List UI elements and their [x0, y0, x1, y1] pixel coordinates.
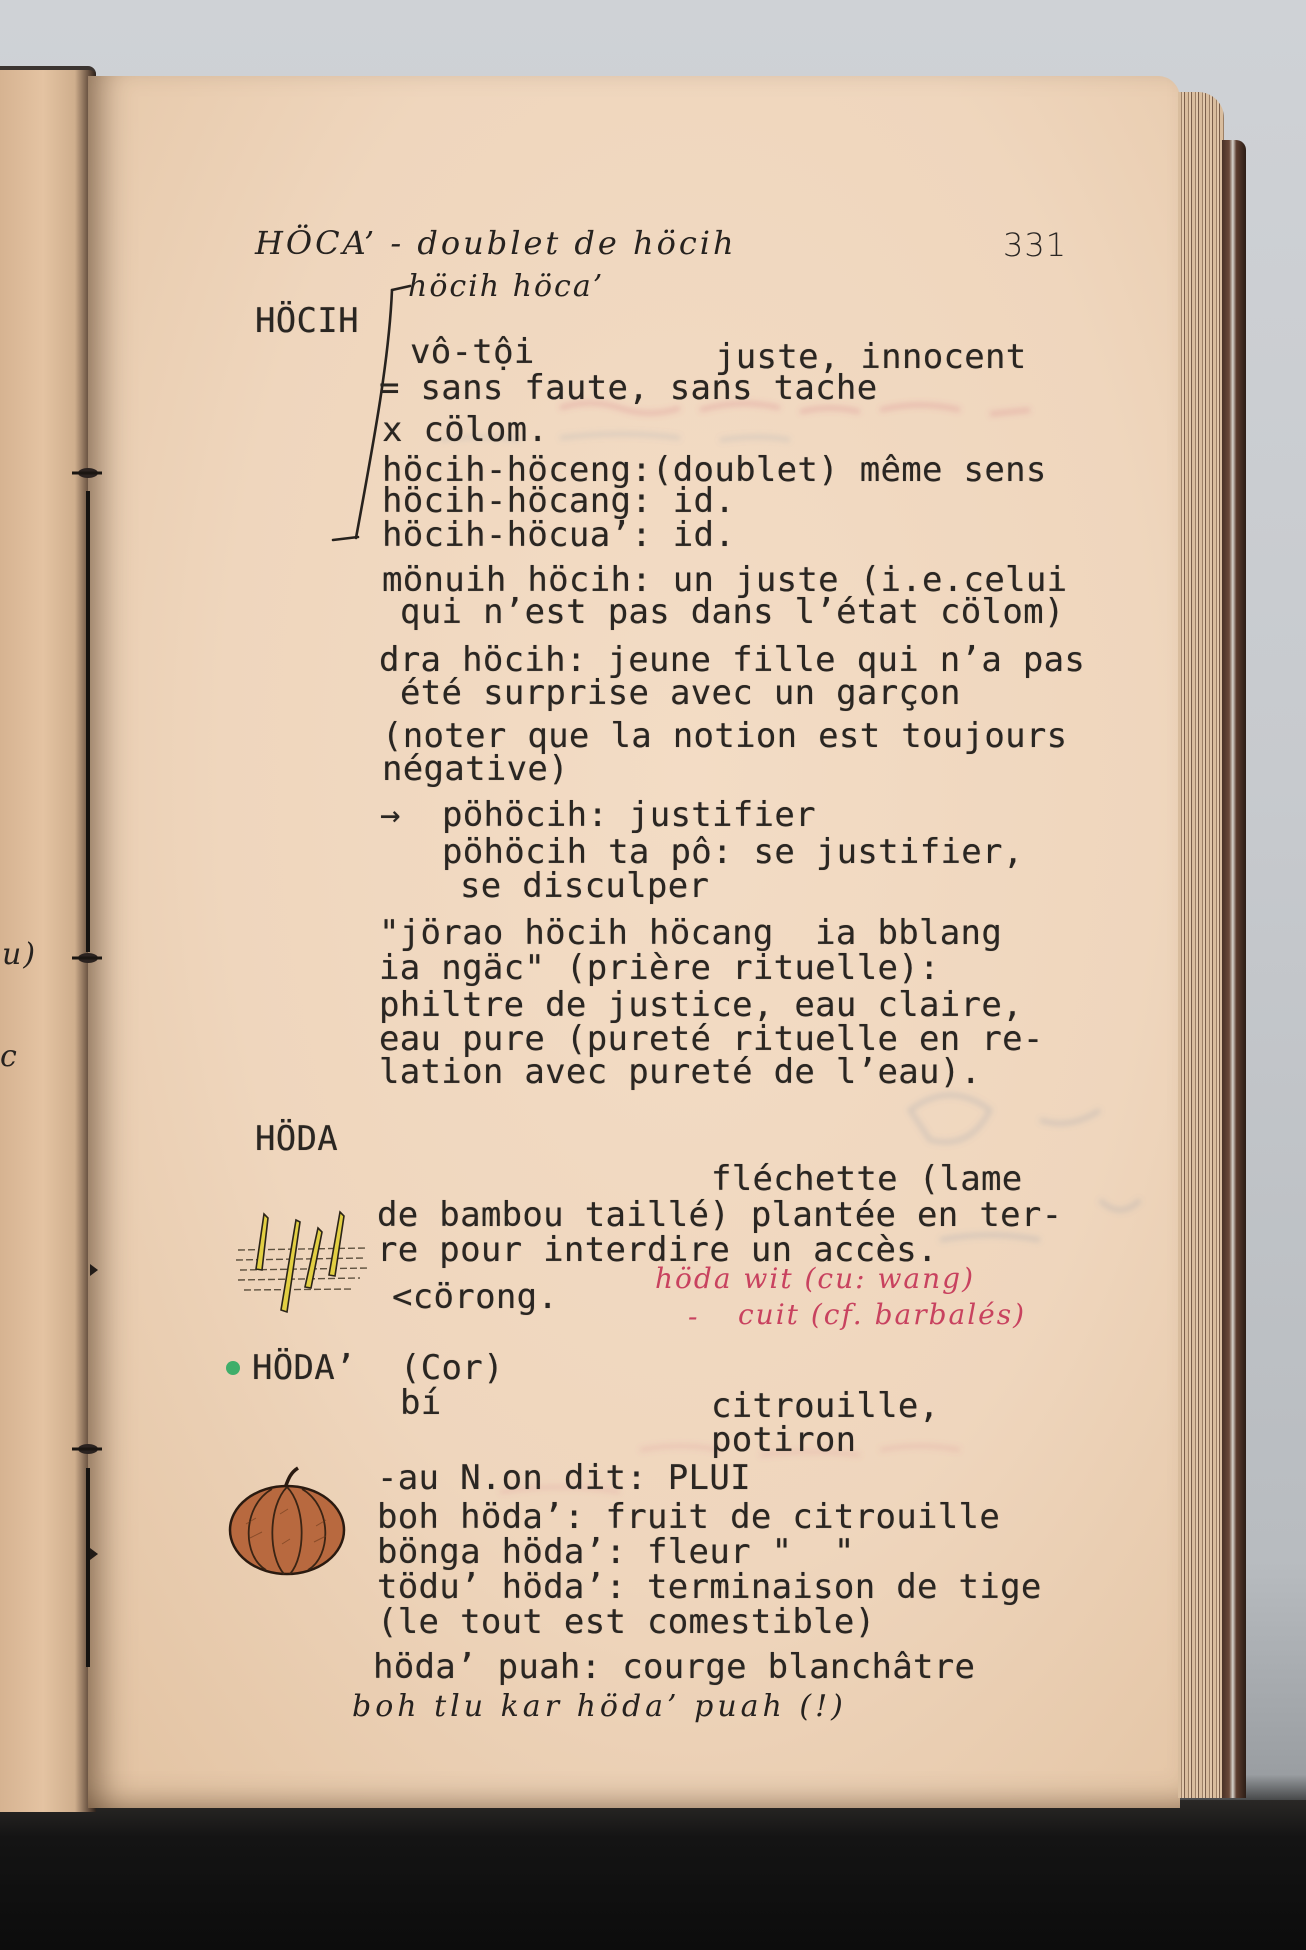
binding-thread — [72, 468, 102, 1667]
page-number: 331 — [1003, 226, 1068, 264]
green-marker-dot — [226, 1361, 240, 1375]
entry-line: dra höcih: jeune fille qui n’a pas — [379, 640, 1086, 680]
handwritten-note-top-second: höcih höca’ — [408, 269, 605, 304]
entry-line: bí — [400, 1383, 442, 1423]
entry-line: fléchette (lame — [711, 1159, 1023, 1199]
headword-hoda-glottal: HÖDA’ — [252, 1348, 356, 1388]
entry-line: höcih-höcua’: id. — [382, 515, 736, 555]
entry-line: = sans faute, sans tache — [379, 368, 878, 408]
entry-line: mönuih höcih: un juste (i.e.celui — [382, 560, 1068, 600]
pumpkin-drawing — [226, 1464, 348, 1578]
entry-line: ia ngäc" (prière rituelle): — [379, 948, 940, 988]
entry-line: se disculper — [460, 866, 710, 906]
entry-line: lation avec pureté de l’eau). — [379, 1052, 982, 1092]
entry-line: <cörong. — [392, 1277, 559, 1317]
entry-line: vô-tội — [410, 332, 535, 372]
entry-line: (noter que la notion est toujours — [382, 716, 1068, 756]
arrow-icon: → — [380, 795, 401, 835]
entry-line: juste, innocent — [715, 337, 1027, 377]
red-annotation-line-2: cuit (cf. barbalés) — [738, 1298, 1027, 1331]
entry-line: pöhöcih ta pô: se justifier, — [442, 832, 1024, 872]
entry-line: "jörao höcih höcang ia bblang — [379, 913, 1003, 953]
entry-line: citrouille, — [711, 1386, 940, 1426]
entry-line: été surprise avec un garçon — [400, 673, 961, 713]
entry-line: höcih-höcang: id. — [382, 481, 736, 521]
bamboo-stakes-drawing — [234, 1208, 370, 1316]
entry-line: qui n’est pas dans l’état cölom) — [400, 592, 1065, 632]
left-page-fragment: c — [0, 1039, 19, 1074]
entry-line: x cölom. — [382, 410, 549, 450]
entry-line: -au N.on dit: PLUI — [377, 1458, 751, 1498]
entry-line: höda’ puah: courge blanchâtre — [373, 1647, 976, 1687]
headword-hoda: HÖDA — [255, 1119, 339, 1159]
entry-line: tödu’ höda’: terminaison de tige — [377, 1567, 1042, 1607]
entry-line: négative) — [382, 749, 569, 789]
entry-line: potiron — [711, 1420, 857, 1460]
entry-line: re pour interdire un accès. — [377, 1230, 938, 1270]
handwritten-note-bottom: boh tlu kar höda’ puah (!) — [352, 1689, 847, 1724]
left-page-fragment: u) — [2, 937, 38, 972]
entry-line: (Cor) — [400, 1348, 504, 1388]
entry-line: pöhöcih: justifier — [442, 795, 816, 835]
bamboo-stakes — [256, 1212, 344, 1312]
red-annotation-line-1: höda wit (cu: wang) — [655, 1262, 975, 1295]
entry-line: philtre de justice, eau claire, — [379, 985, 1023, 1025]
headword-hocih: HÖCIH — [255, 301, 359, 341]
entry-line: eau pure (pureté rituelle en re- — [379, 1019, 1044, 1059]
entry-line: bönga höda’: fleur " " — [377, 1532, 855, 1572]
handwritten-note-top: HÖCA’ - doublet de höcih — [255, 224, 737, 262]
entry-line: höcih-höceng:(doublet) même sens — [382, 450, 1047, 490]
red-annotation-dash: - — [688, 1300, 700, 1333]
entry-line: boh höda’: fruit de citrouille — [377, 1497, 1001, 1537]
entry-line: de bambou taillé) plantée en ter- — [377, 1195, 1063, 1235]
entry-line: (le tout est comestible) — [377, 1602, 876, 1642]
